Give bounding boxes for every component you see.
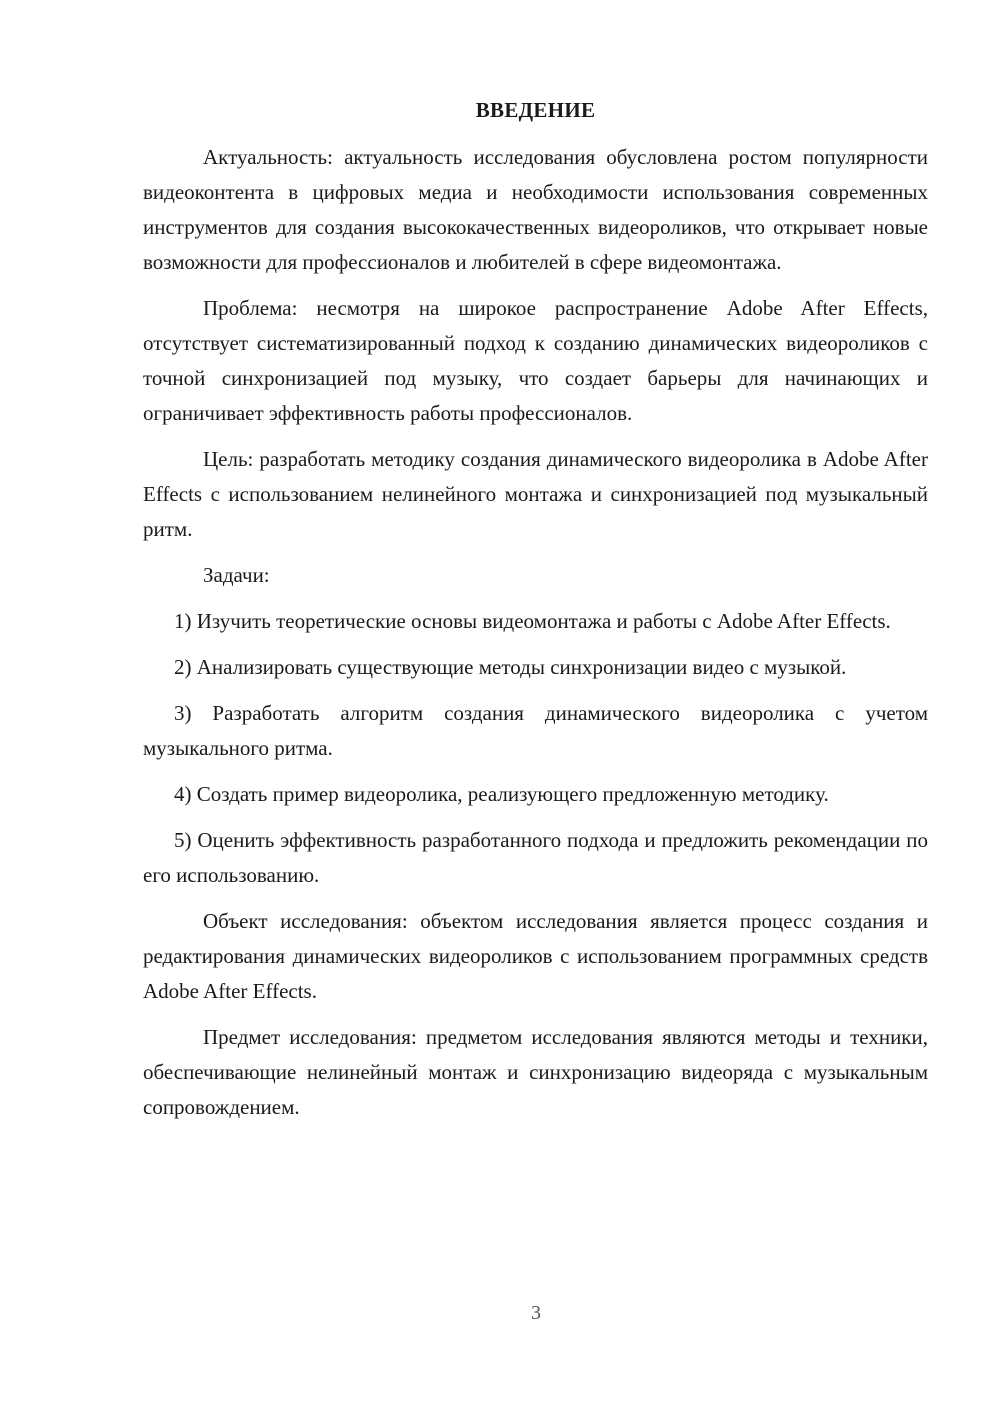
task-item-5: 5) Оценить эффективность разработанного подхода и предложить рекомендации по его использованию. <box>143 828 928 887</box>
task-item-2: 2) Анализировать существующие методы синхронизации видео с музыкой. <box>174 655 847 679</box>
task-item-1: 1) Изучить теоретические основы видеомонтажа и работы с Adobe After Effects. <box>174 609 891 633</box>
paragraph-object: Объект исследования: объектом исследования является процесс создания и редактирования динамических видеороликов с использованием программных средств Adobe After Effects. <box>143 909 928 1003</box>
paragraph-goal: Цель: разработать методику создания динамического видеоролика в Adobe After Effects с использованием нелинейного монтажа и синхронизацией под музыкальный ритм. <box>143 447 928 541</box>
tasks-label: Задачи: <box>203 563 270 587</box>
page-number: 3 <box>531 1302 541 1324</box>
section-heading: ВВЕДЕНИЕ <box>475 98 596 122</box>
paragraph-relevance: Актуальность: актуальность исследования обусловлена ростом популярности видеоконтента в цифровых медиа и необходимости использования современных инструментов для создания высококачественных видеороликов, что открывает новые возможности для профессионалов и любителей в сфере видеомонтажа. <box>143 145 928 274</box>
document-body <box>143 95 928 1136</box>
paragraph-subject: Предмет исследования: предметом исследования являются методы и техники, обеспечивающие нелинейный монтаж и синхронизацию видеоряда с музыкальным сопровождением. <box>143 1025 928 1119</box>
task-item-4: 4) Создать пример видеоролика, реализующего предложенную методику. <box>174 782 829 806</box>
task-item-3: 3) Разработать алгоритм создания динамического видеоролика с учетом музыкального ритма. <box>143 701 928 760</box>
paragraph-problem: Проблема: несмотря на широкое распространение Adobe After Effects, отсутствует систематизированный подход к созданию динамических видеороликов с точной синхронизацией под музыку, что создает барьеры для начинающих и ограничивает эффективность работы профессионалов. <box>143 296 928 425</box>
